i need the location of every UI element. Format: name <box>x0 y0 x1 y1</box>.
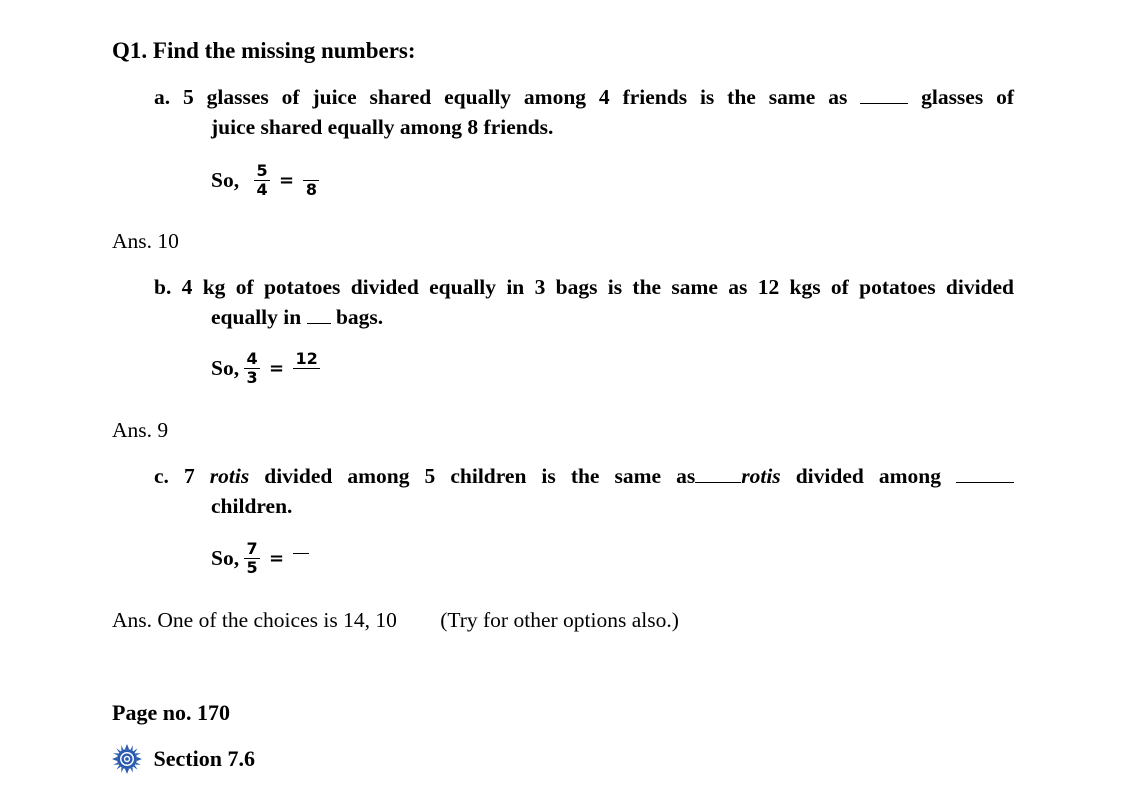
fraction <box>293 350 319 387</box>
part-a-text-end: glasses of <box>921 85 1015 109</box>
fraction-numerator: 4 <box>246 349 258 368</box>
part-c-line2: children. <box>211 494 293 518</box>
fraction-denominator: 3 <box>246 368 258 387</box>
fraction-denominator <box>293 369 319 387</box>
equals-sign: = <box>268 548 285 569</box>
part-a-line1 <box>154 85 1014 110</box>
fraction-numerator <box>303 162 319 181</box>
answer-c-text: Ans. One of the choices is 14, 10 <box>112 608 397 632</box>
fraction-denominator: 5 <box>246 558 258 577</box>
fraction-denominator: 4 <box>256 180 268 199</box>
fraction <box>244 540 259 577</box>
fraction-denominator <box>293 553 309 572</box>
part-c-equation <box>211 540 309 577</box>
fraction-numerator: 12 <box>295 349 318 368</box>
so-label: So, <box>211 356 240 380</box>
part-b-text-end: bags. <box>335 305 384 329</box>
answer-b: Ans. 9 <box>112 418 169 442</box>
equals-sign: = <box>278 170 295 191</box>
part-a-line2: juice shared equally among 8 friends. <box>211 115 554 139</box>
part-a-blank <box>860 103 908 104</box>
fraction <box>293 545 309 572</box>
part-b-blank <box>307 323 331 324</box>
question-title: Q1. Find the missing numbers: <box>112 38 416 63</box>
answer-a: Ans. 10 <box>112 229 179 253</box>
part-c-rotis-2: rotis <box>741 464 781 488</box>
fraction <box>244 350 259 387</box>
part-c-word1: 7 <box>183 464 195 488</box>
gear-sun-icon <box>112 744 142 774</box>
fraction <box>303 162 319 199</box>
part-b-equation <box>211 350 320 387</box>
page-number: Page no. 170 <box>112 700 230 725</box>
part-c-label: c. <box>154 464 169 488</box>
part-c-line1 <box>154 464 1014 489</box>
part-a-text-start: 5 glasses of juice shared equally among 4 friends is the same as <box>183 85 848 109</box>
part-a-label: a. <box>154 85 171 109</box>
part-a-equation <box>211 162 319 199</box>
part-c-text-end: divided among <box>795 464 941 488</box>
fraction-numerator: 5 <box>256 161 268 180</box>
part-c-text-mid <box>264 464 780 488</box>
fraction-denominator: 8 <box>305 180 318 199</box>
part-b-line2 <box>211 305 383 330</box>
part-b-line1: b. 4 kg of potatoes divided equally in 3 bags is the same as 12 kgs of potatoes divided <box>154 275 1014 299</box>
so-label: So, <box>211 168 240 192</box>
part-c-rotis-1: rotis <box>209 464 250 488</box>
part-c-blank-1 <box>695 482 741 483</box>
part-c-text-middle: divided among 5 children is the same as <box>264 464 696 488</box>
fraction-numerator: 7 <box>246 539 258 558</box>
section-link[interactable] <box>112 744 255 774</box>
part-c-blank-2 <box>956 482 1014 483</box>
part-b-text-start: equally in <box>211 305 302 329</box>
so-label: So, <box>211 546 240 570</box>
answer-c-note: (Try for other options also.) <box>440 608 679 632</box>
answer-c <box>112 608 679 633</box>
fraction <box>254 162 269 199</box>
equals-sign: = <box>268 358 285 379</box>
section-label: Section 7.6 <box>153 746 255 771</box>
